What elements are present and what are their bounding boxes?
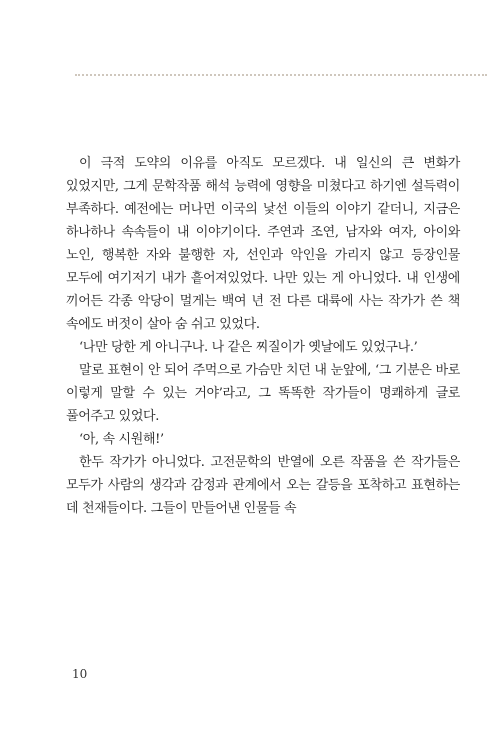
paragraph: 말로 표현이 안 되어 주먹으로 가슴만 치던 내 눈앞에, ‘그 기분은 바로 이렇게 말할 수 있는 거야’라고, 그 똑똑한 작가들이 명쾌하게 글로 풀어주고 있었다.	[66, 363, 460, 424]
paragraph: ‘나만 당한 게 아니구나. 나 같은 찌질이가 옛날에도 있었구나.’	[79, 340, 418, 355]
header-dotted-rule	[75, 74, 487, 76]
paragraph: 이 극적 도약의 이유를 아직도 모르겠다. 내 일신의 큰 변화가 있었지만, 그게 문학작품 해석 능력에 영향을 미쳤다고 하기엔 설득력이 부족하다. 예전에는 머나먼 이국의 낯선 이들의 이야기 같더니, 지금은 하나하나 속속들이 내 이야기이다. 주연과 조연, 남자와 여자, 아이와 노인, 행복한 자와 불행한 자, 선인과 악인을 가리지 않고 등장인물 모두에 여기저기 내가 흩어져있었다. 나만 있는 게 아니었다. 내 인생에 끼어든 각종 악당이 멀게는 백여 년 전 다른 대륙에 사는 작가가 쓴 책 속에도 버젓이 살아 숨 쉬고 있었다.	[66, 156, 460, 332]
body-text	[66, 152, 460, 520]
paragraph: 한두 작가가 아니었다. 고전문학의 반열에 오른 작품을 쓴 작가들은 모두가 사람의 생각과 감정과 관계에서 오는 갈등을 포착하고 표현하는 데 천재들이다. 그들이 만들어낸 인물들 속	[66, 455, 460, 516]
paragraph: ‘아, 속 시원해!’	[79, 432, 164, 447]
page-number: 10	[72, 667, 88, 681]
